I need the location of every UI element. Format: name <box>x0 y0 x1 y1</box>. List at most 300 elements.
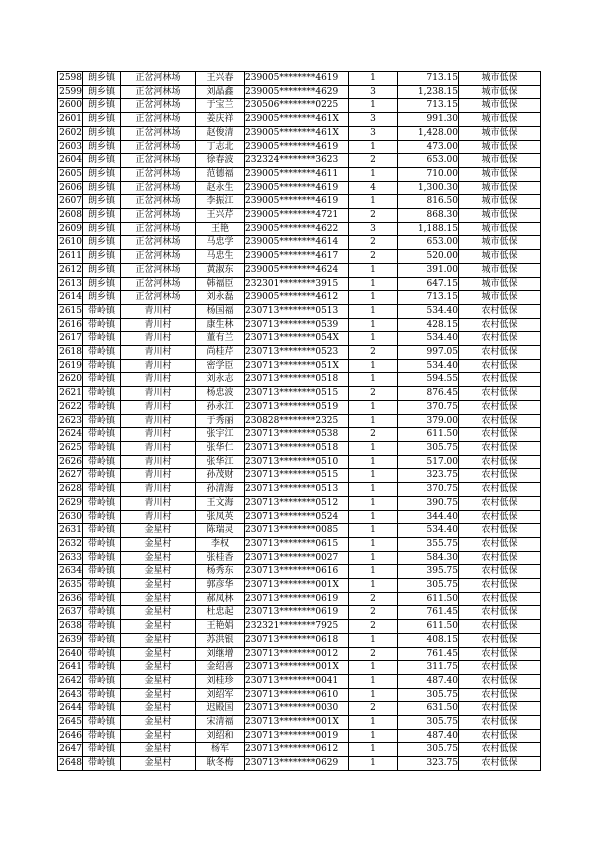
row-number: 2614 <box>58 291 83 305</box>
row-number: 2622 <box>58 400 83 414</box>
assistance-type-cell: 城市低保 <box>459 167 541 181</box>
village-cell: 金星村 <box>121 688 196 702</box>
amount-cell: 713.15 <box>398 72 459 86</box>
name-cell: 郝凤林 <box>196 592 245 606</box>
village-cell: 青川村 <box>121 304 196 318</box>
name-cell: 刘晶鑫 <box>196 85 245 99</box>
name-cell: 杜忠起 <box>196 606 245 620</box>
town-cell: 带岭镇 <box>83 346 121 360</box>
row-number: 2626 <box>58 455 83 469</box>
household-count-cell: 3 <box>349 222 398 236</box>
town-cell: 朗乡镇 <box>83 154 121 168</box>
row-number: 2624 <box>58 428 83 442</box>
assistance-type-cell: 农村低保 <box>459 647 541 661</box>
town-cell: 朗乡镇 <box>83 291 121 305</box>
assistance-type-cell: 农村低保 <box>459 579 541 593</box>
household-count-cell: 1 <box>349 291 398 305</box>
name-cell: 耿冬梅 <box>196 757 245 771</box>
amount-cell: 710.00 <box>398 167 459 181</box>
household-count-cell: 3 <box>349 113 398 127</box>
amount-cell: 647.15 <box>398 277 459 291</box>
name-cell: 苏洪银 <box>196 633 245 647</box>
assistance-type-cell: 城市低保 <box>459 291 541 305</box>
assistance-type-cell: 城市低保 <box>459 222 541 236</box>
assistance-type-cell: 城市低保 <box>459 236 541 250</box>
row-number: 2631 <box>58 524 83 538</box>
village-cell: 青川村 <box>121 455 196 469</box>
village-cell: 金星村 <box>121 592 196 606</box>
name-cell: 刘继增 <box>196 647 245 661</box>
town-cell: 朗乡镇 <box>83 99 121 113</box>
town-cell: 朗乡镇 <box>83 167 121 181</box>
village-cell: 青川村 <box>121 332 196 346</box>
name-cell: 于宝兰 <box>196 99 245 113</box>
amount-cell: 428.15 <box>398 318 459 332</box>
assistance-type-cell: 城市低保 <box>459 154 541 168</box>
amount-cell: 305.75 <box>398 688 459 702</box>
household-count-cell: 2 <box>349 702 398 716</box>
row-number: 2639 <box>58 633 83 647</box>
household-count-cell: 2 <box>349 346 398 360</box>
amount-cell: 991.30 <box>398 113 459 127</box>
row-number: 2598 <box>58 72 83 86</box>
table-row <box>58 592 541 606</box>
amount-cell: 761.45 <box>398 606 459 620</box>
name-cell: 密学臣 <box>196 359 245 373</box>
assistance-type-cell: 城市低保 <box>459 181 541 195</box>
assistance-type-cell: 农村低保 <box>459 674 541 688</box>
village-cell: 青川村 <box>121 387 196 401</box>
row-number: 2602 <box>58 126 83 140</box>
village-cell: 正岔河林场 <box>121 209 196 223</box>
id-number-cell: 230713********0523 <box>245 346 349 360</box>
table-row <box>58 195 541 209</box>
table-row <box>58 702 541 716</box>
id-number-cell: 230713********0519 <box>245 400 349 414</box>
table-row <box>58 455 541 469</box>
assistance-type-cell: 农村低保 <box>459 551 541 565</box>
id-number-cell: 230713********0612 <box>245 743 349 757</box>
row-number: 2636 <box>58 592 83 606</box>
assistance-type-cell: 农村低保 <box>459 496 541 510</box>
table-row <box>58 483 541 497</box>
assistance-type-cell: 城市低保 <box>459 113 541 127</box>
assistance-type-cell: 农村低保 <box>459 743 541 757</box>
table-row <box>58 674 541 688</box>
village-cell: 正岔河林场 <box>121 113 196 127</box>
amount-cell: 631.50 <box>398 702 459 716</box>
name-cell: 马忠学 <box>196 236 245 250</box>
assistance-type-cell: 农村低保 <box>459 387 541 401</box>
household-count-cell: 1 <box>349 565 398 579</box>
amount-cell: 311.75 <box>398 661 459 675</box>
household-count-cell: 1 <box>349 537 398 551</box>
village-cell: 正岔河林场 <box>121 72 196 86</box>
id-number-cell: 230713********0610 <box>245 688 349 702</box>
town-cell: 带岭镇 <box>83 524 121 538</box>
id-number-cell: 230713********0539 <box>245 318 349 332</box>
table-row <box>58 688 541 702</box>
amount-cell: 534.40 <box>398 524 459 538</box>
id-number-cell: 239005********4629 <box>245 85 349 99</box>
id-number-cell: 239005********4619 <box>245 140 349 154</box>
town-cell: 带岭镇 <box>83 304 121 318</box>
household-count-cell: 1 <box>349 483 398 497</box>
row-number: 2609 <box>58 222 83 236</box>
id-number-cell: 230713********0524 <box>245 510 349 524</box>
table-row <box>58 154 541 168</box>
assistance-type-cell: 农村低保 <box>459 346 541 360</box>
table-row <box>58 565 541 579</box>
household-count-cell: 1 <box>349 304 398 318</box>
table-row <box>58 537 541 551</box>
amount-cell: 761.45 <box>398 647 459 661</box>
name-cell: 张华江 <box>196 455 245 469</box>
name-cell: 刘绍和 <box>196 729 245 743</box>
row-number: 2620 <box>58 373 83 387</box>
row-number: 2629 <box>58 496 83 510</box>
amount-cell: 611.50 <box>398 592 459 606</box>
table-row <box>58 620 541 634</box>
name-cell: 徐春波 <box>196 154 245 168</box>
name-cell: 马忠生 <box>196 250 245 264</box>
assistance-type-cell: 农村低保 <box>459 441 541 455</box>
amount-cell: 379.00 <box>398 414 459 428</box>
row-number: 2599 <box>58 85 83 99</box>
row-number: 2641 <box>58 661 83 675</box>
id-number-cell: 230713********0019 <box>245 729 349 743</box>
id-number-cell: 230713********0512 <box>245 496 349 510</box>
table-row <box>58 414 541 428</box>
household-count-cell: 1 <box>349 263 398 277</box>
amount-cell: 305.75 <box>398 441 459 455</box>
household-count-cell: 1 <box>349 455 398 469</box>
town-cell: 朗乡镇 <box>83 263 121 277</box>
village-cell: 金星村 <box>121 729 196 743</box>
town-cell: 朗乡镇 <box>83 195 121 209</box>
row-number: 2601 <box>58 113 83 127</box>
town-cell: 带岭镇 <box>83 428 121 442</box>
household-count-cell: 1 <box>349 99 398 113</box>
row-number: 2633 <box>58 551 83 565</box>
town-cell: 带岭镇 <box>83 400 121 414</box>
row-number: 2627 <box>58 469 83 483</box>
name-cell: 韩福臣 <box>196 277 245 291</box>
table-row <box>58 400 541 414</box>
village-cell: 正岔河林场 <box>121 181 196 195</box>
amount-cell: 305.75 <box>398 743 459 757</box>
assistance-type-cell: 农村低保 <box>459 661 541 675</box>
amount-cell: 1,428.00 <box>398 126 459 140</box>
village-cell: 青川村 <box>121 318 196 332</box>
village-cell: 金星村 <box>121 565 196 579</box>
id-number-cell: 230713********054X <box>245 332 349 346</box>
household-count-cell: 1 <box>349 414 398 428</box>
row-number: 2642 <box>58 674 83 688</box>
row-number: 2608 <box>58 209 83 223</box>
row-number: 2647 <box>58 743 83 757</box>
row-number: 2644 <box>58 702 83 716</box>
row-number: 2630 <box>58 510 83 524</box>
name-cell: 王兴春 <box>196 72 245 86</box>
assistance-type-cell: 城市低保 <box>459 263 541 277</box>
amount-cell: 816.50 <box>398 195 459 209</box>
village-cell: 正岔河林场 <box>121 222 196 236</box>
table-row <box>58 757 541 771</box>
town-cell: 带岭镇 <box>83 620 121 634</box>
row-number: 2638 <box>58 620 83 634</box>
town-cell: 朗乡镇 <box>83 72 121 86</box>
village-cell: 金星村 <box>121 579 196 593</box>
village-cell: 正岔河林场 <box>121 154 196 168</box>
town-cell: 朗乡镇 <box>83 126 121 140</box>
town-cell: 带岭镇 <box>83 441 121 455</box>
table-row <box>58 428 541 442</box>
row-number: 2623 <box>58 414 83 428</box>
row-number: 2604 <box>58 154 83 168</box>
village-cell: 正岔河林场 <box>121 236 196 250</box>
household-count-cell: 1 <box>349 757 398 771</box>
id-number-cell: 239005********4612 <box>245 291 349 305</box>
id-number-cell: 232321********7925 <box>245 620 349 634</box>
table-row <box>58 579 541 593</box>
assistance-type-cell: 城市低保 <box>459 126 541 140</box>
id-number-cell: 239005********4617 <box>245 250 349 264</box>
table-row <box>58 496 541 510</box>
table-row <box>58 332 541 346</box>
town-cell: 带岭镇 <box>83 318 121 332</box>
assistance-type-cell: 城市低保 <box>459 250 541 264</box>
amount-cell: 1,188.15 <box>398 222 459 236</box>
assistance-type-cell: 城市低保 <box>459 85 541 99</box>
name-cell: 杨国福 <box>196 304 245 318</box>
table-row <box>58 209 541 223</box>
table-row <box>58 291 541 305</box>
name-cell: 刘永志 <box>196 373 245 387</box>
amount-cell: 611.50 <box>398 428 459 442</box>
name-cell: 张桂香 <box>196 551 245 565</box>
town-cell: 带岭镇 <box>83 743 121 757</box>
name-cell: 李权 <box>196 537 245 551</box>
amount-cell: 473.00 <box>398 140 459 154</box>
town-cell: 带岭镇 <box>83 716 121 730</box>
village-cell: 青川村 <box>121 346 196 360</box>
assistance-type-cell: 农村低保 <box>459 592 541 606</box>
town-cell: 朗乡镇 <box>83 85 121 99</box>
id-number-cell: 232324********3623 <box>245 154 349 168</box>
village-cell: 青川村 <box>121 400 196 414</box>
amount-cell: 876.45 <box>398 387 459 401</box>
id-number-cell: 230713********0027 <box>245 551 349 565</box>
assistance-type-cell: 农村低保 <box>459 483 541 497</box>
row-number: 2628 <box>58 483 83 497</box>
household-count-cell: 1 <box>349 195 398 209</box>
amount-cell: 487.40 <box>398 729 459 743</box>
household-count-cell: 1 <box>349 551 398 565</box>
name-cell: 于秀丽 <box>196 414 245 428</box>
town-cell: 带岭镇 <box>83 606 121 620</box>
table-row <box>58 126 541 140</box>
town-cell: 带岭镇 <box>83 688 121 702</box>
table-row <box>58 85 541 99</box>
household-count-cell: 1 <box>349 318 398 332</box>
id-number-cell: 239005********4619 <box>245 72 349 86</box>
assistance-type-cell: 农村低保 <box>459 469 541 483</box>
table-row <box>58 250 541 264</box>
household-count-cell: 1 <box>349 400 398 414</box>
assistance-type-cell: 城市低保 <box>459 72 541 86</box>
town-cell: 带岭镇 <box>83 579 121 593</box>
table-row <box>58 346 541 360</box>
id-number-cell: 230713********0515 <box>245 387 349 401</box>
village-cell: 青川村 <box>121 469 196 483</box>
row-number: 2600 <box>58 99 83 113</box>
name-cell: 王文海 <box>196 496 245 510</box>
household-count-cell: 1 <box>349 633 398 647</box>
id-number-cell: 230713********0629 <box>245 757 349 771</box>
household-count-cell: 1 <box>349 661 398 675</box>
id-number-cell: 230713********0619 <box>245 606 349 620</box>
table-row <box>58 373 541 387</box>
household-count-cell: 1 <box>349 743 398 757</box>
name-cell: 郭彦华 <box>196 579 245 593</box>
village-cell: 金星村 <box>121 537 196 551</box>
assistance-type-cell: 农村低保 <box>459 702 541 716</box>
assistance-type-cell: 农村低保 <box>459 428 541 442</box>
row-number: 2632 <box>58 537 83 551</box>
town-cell: 带岭镇 <box>83 661 121 675</box>
household-count-cell: 1 <box>349 579 398 593</box>
household-count-cell: 2 <box>349 154 398 168</box>
id-number-cell: 230713********0619 <box>245 592 349 606</box>
village-cell: 金星村 <box>121 647 196 661</box>
table-row <box>58 743 541 757</box>
town-cell: 带岭镇 <box>83 373 121 387</box>
table-row <box>58 181 541 195</box>
id-number-cell: 230713********001X <box>245 579 349 593</box>
amount-cell: 305.75 <box>398 579 459 593</box>
assistance-type-cell: 农村低保 <box>459 729 541 743</box>
amount-cell: 487.40 <box>398 674 459 688</box>
id-number-cell: 239005********4619 <box>245 181 349 195</box>
name-cell: 赵永生 <box>196 181 245 195</box>
amount-cell: 594.55 <box>398 373 459 387</box>
village-cell: 金星村 <box>121 702 196 716</box>
amount-cell: 1,300.30 <box>398 181 459 195</box>
name-cell: 康生林 <box>196 318 245 332</box>
amount-cell: 391.00 <box>398 263 459 277</box>
assistance-type-cell: 城市低保 <box>459 277 541 291</box>
village-cell: 金星村 <box>121 524 196 538</box>
id-number-cell: 230828********2325 <box>245 414 349 428</box>
town-cell: 朗乡镇 <box>83 181 121 195</box>
assistance-type-cell: 农村低保 <box>459 537 541 551</box>
table-row <box>58 263 541 277</box>
table-row <box>58 359 541 373</box>
assistance-type-cell: 农村低保 <box>459 318 541 332</box>
household-count-cell: 1 <box>349 674 398 688</box>
household-count-cell: 2 <box>349 209 398 223</box>
name-cell: 迟殿国 <box>196 702 245 716</box>
id-number-cell: 230713********0012 <box>245 647 349 661</box>
village-cell: 青川村 <box>121 441 196 455</box>
name-cell: 尚桂芹 <box>196 346 245 360</box>
row-number: 2625 <box>58 441 83 455</box>
household-count-cell: 1 <box>349 510 398 524</box>
name-cell: 姜庆祥 <box>196 113 245 127</box>
id-number-cell: 239005********4611 <box>245 167 349 181</box>
amount-cell: 1,238.15 <box>398 85 459 99</box>
town-cell: 带岭镇 <box>83 387 121 401</box>
roster-body <box>58 72 541 771</box>
amount-cell: 370.75 <box>398 483 459 497</box>
household-count-cell: 4 <box>349 181 398 195</box>
amount-cell: 534.40 <box>398 359 459 373</box>
amount-cell: 305.75 <box>398 716 459 730</box>
id-number-cell: 230713********0538 <box>245 428 349 442</box>
town-cell: 朗乡镇 <box>83 113 121 127</box>
amount-cell: 653.00 <box>398 236 459 250</box>
assistance-type-cell: 农村低保 <box>459 524 541 538</box>
amount-cell: 520.00 <box>398 250 459 264</box>
row-number: 2611 <box>58 250 83 264</box>
village-cell: 正岔河林场 <box>121 277 196 291</box>
household-count-cell: 1 <box>349 524 398 538</box>
town-cell: 带岭镇 <box>83 414 121 428</box>
town-cell: 朗乡镇 <box>83 140 121 154</box>
town-cell: 带岭镇 <box>83 565 121 579</box>
name-cell: 王兴芹 <box>196 209 245 223</box>
town-cell: 带岭镇 <box>83 510 121 524</box>
assistance-roster-table <box>57 71 541 771</box>
id-number-cell: 230713********0515 <box>245 469 349 483</box>
name-cell: 孙清海 <box>196 483 245 497</box>
village-cell: 青川村 <box>121 483 196 497</box>
table-row <box>58 140 541 154</box>
assistance-type-cell: 城市低保 <box>459 195 541 209</box>
household-count-cell: 2 <box>349 387 398 401</box>
village-cell: 金星村 <box>121 633 196 647</box>
town-cell: 带岭镇 <box>83 496 121 510</box>
household-count-cell: 2 <box>349 236 398 250</box>
row-number: 2646 <box>58 729 83 743</box>
village-cell: 正岔河林场 <box>121 140 196 154</box>
table-row <box>58 524 541 538</box>
assistance-type-cell: 农村低保 <box>459 716 541 730</box>
town-cell: 带岭镇 <box>83 537 121 551</box>
table-row <box>58 99 541 113</box>
id-number-cell: 239005********4622 <box>245 222 349 236</box>
village-cell: 青川村 <box>121 359 196 373</box>
amount-cell: 534.40 <box>398 304 459 318</box>
row-number: 2619 <box>58 359 83 373</box>
assistance-type-cell: 农村低保 <box>459 455 541 469</box>
household-count-cell: 1 <box>349 72 398 86</box>
id-number-cell: 230713********0030 <box>245 702 349 716</box>
table-row <box>58 318 541 332</box>
assistance-type-cell: 城市低保 <box>459 140 541 154</box>
id-number-cell: 239005********461X <box>245 113 349 127</box>
table-row <box>58 716 541 730</box>
household-count-cell: 3 <box>349 85 398 99</box>
id-number-cell: 232301********3915 <box>245 277 349 291</box>
amount-cell: 323.75 <box>398 757 459 771</box>
id-number-cell: 230713********0041 <box>245 674 349 688</box>
id-number-cell: 239005********4619 <box>245 195 349 209</box>
id-number-cell: 230713********051X <box>245 359 349 373</box>
household-count-cell: 1 <box>349 496 398 510</box>
assistance-type-cell: 农村低保 <box>459 373 541 387</box>
